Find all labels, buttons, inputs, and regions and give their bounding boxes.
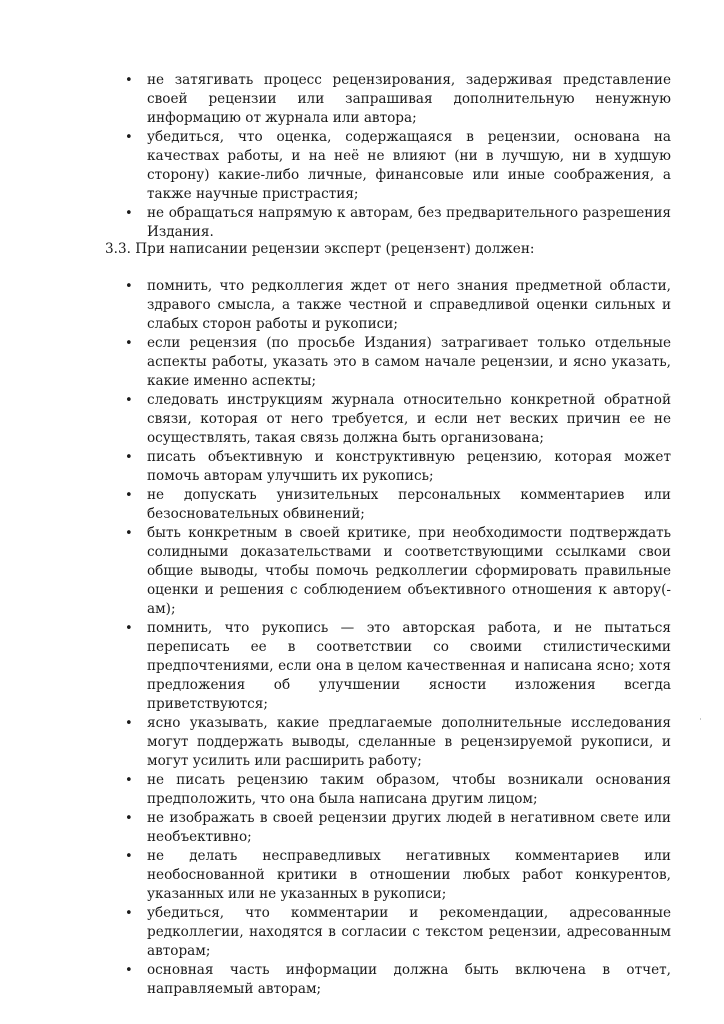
list-item: [107, 771, 671, 809]
list-item: [107, 961, 671, 999]
list-item: [107, 448, 671, 486]
bullet-list-main: [107, 277, 671, 999]
list-item: [107, 486, 671, 524]
bullet-icon: •: [125, 906, 133, 921]
list-item-text: помнить, что рукопись — это авторская работа, и не пытаться переписать ее в соответствии со своими стилистическими предпочтениями, если она в целом качественная и написана ясно; хотя предложения об улучшении ясности изложения всегда приветствуются;: [147, 620, 671, 712]
list-item: [107, 904, 671, 961]
list-item: [107, 847, 671, 904]
bullet-icon: •: [125, 773, 133, 788]
list-item-text: не затягивать процесс рецензирования, задерживая представление своей рецензии или запрашивая дополнительную ненужную информацию от журнала или автора;: [147, 72, 671, 126]
list-item: [107, 714, 671, 771]
bullet-icon: •: [125, 716, 133, 731]
list-item-text: помнить, что редколлегия ждет от него знания предметной области, здравого смысла, а также честной и справедливой оценки сильных и слабых сторон работы и рукописи;: [147, 278, 671, 332]
scan-artifact: [700, 718, 701, 720]
list-item: [107, 809, 671, 847]
bullet-icon: •: [125, 206, 133, 221]
bullet-icon: •: [125, 336, 133, 351]
list-item-text: следовать инструкциям журнала относительно конкретной обратной связи, которая от него требуется, и если нет веских причин ее не осуществлять, такая связь должна быть организована;: [147, 392, 671, 446]
bullet-icon: •: [125, 130, 133, 145]
list-item-text: не обращаться напрямую к авторам, без предварительного разрешения Издания.: [147, 205, 671, 240]
bullet-icon: •: [125, 279, 133, 294]
list-item: [107, 204, 671, 242]
bullet-icon: •: [125, 488, 133, 503]
list-item: [107, 334, 671, 391]
bullet-icon: •: [125, 526, 133, 541]
bullet-icon: •: [125, 811, 133, 826]
list-item-text: быть конкретным в своей критике, при необходимости подтверждать солидными доказательствами и соответствующими ссылками свои общие выводы, чтобы помочь редколлегии сформировать правильные оценки и решения с соблюдением объективного отношения к автору(-ам);: [147, 525, 671, 617]
list-item-text: если рецензия (по просьбе Издания) затрагивает только отдельные аспекты работы, указать это в самом начале рецензии, и ясно указать, какие именно аспекты;: [147, 335, 671, 389]
list-item: [107, 128, 671, 204]
list-item-text: убедиться, что комментарии и рекомендации, адресованные редколлегии, находятся в согласии с текстом рецензии, адресованным авторам;: [147, 905, 671, 959]
bullet-icon: •: [125, 621, 133, 636]
bullet-list-top: [107, 71, 671, 242]
list-item-text: ясно указывать, какие предлагаемые дополнительные исследования могут поддержать выводы, сделанные в рецензируемой рукописи, и могут усилить или расширить работу;: [147, 715, 671, 769]
bullet-icon: •: [125, 963, 133, 978]
list-item: [107, 391, 671, 448]
list-item: [107, 277, 671, 334]
list-item: [107, 619, 671, 714]
list-item-text: не делать несправедливых негативных комментариев или необоснованной критики в отношении любых работ конкурентов, указанных или не указанных в рукописи;: [147, 848, 671, 902]
bullet-icon: •: [125, 73, 133, 88]
list-item: [107, 524, 671, 619]
list-item: [107, 71, 671, 128]
list-item-text: не писать рецензию таким образом, чтобы возникали основания предположить, что она была написана другим лицом;: [147, 772, 671, 807]
list-item-text: не изображать в своей рецензии других людей в негативном свете или необъективно;: [147, 810, 671, 845]
bullet-icon: •: [125, 450, 133, 465]
list-item-text: убедиться, что оценка, содержащаяся в рецензии, основана на качествах работы, и на неё не влияют (ни в лучшую, ни в худшую сторону) какие-либо личные, финансовые или иные соображения, а также научные пристрастия;: [147, 129, 671, 202]
list-item-text: основная часть информации должна быть включена в отчет, направляемый авторам;: [147, 962, 671, 997]
list-item-text: не допускать унизительных персональных комментариев или безосновательных обвинений;: [147, 487, 671, 522]
list-item-text: писать объективную и конструктивную рецензию, которая может помочь авторам улучшить их рукопись;: [147, 449, 671, 484]
section-heading: 3.3. При написании рецензии эксперт (рецензент) должен:: [105, 241, 535, 257]
bullet-icon: •: [125, 393, 133, 408]
bullet-icon: •: [125, 849, 133, 864]
